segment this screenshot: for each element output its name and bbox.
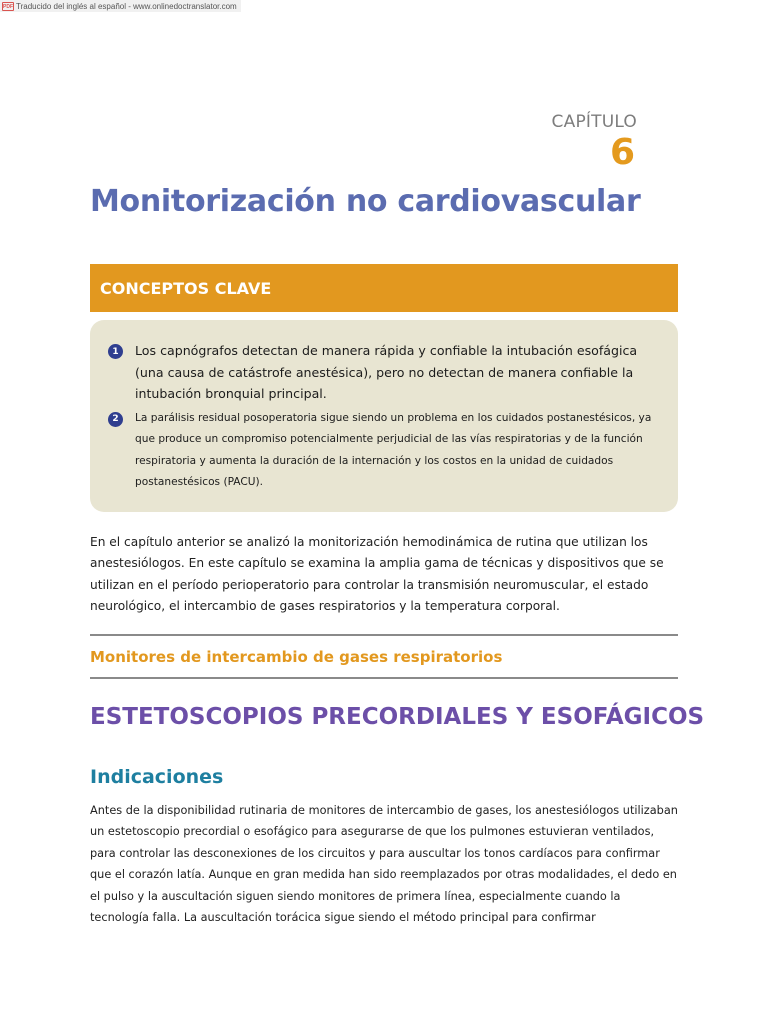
section-divider-bottom bbox=[90, 677, 678, 679]
page-title: Monitorización no cardiovascular bbox=[90, 184, 641, 219]
section-heading: ESTETOSCOPIOS PRECORDIALES Y ESOFÁGICOS bbox=[90, 704, 705, 730]
chapter-number: 6 bbox=[609, 132, 635, 173]
key-concept-item bbox=[108, 408, 662, 494]
indications-paragraph: Antes de la disponibilidad rutinaria de monitores de intercambio de gases, los anestesiólogos utilizaban un estetoscopio precordial o esofágico para asegurarse de que los pulmones estuvieran ventilados, para controlar las desconexiones de los circuitos y para auscultar los tonos cardíacos para confirmar que el corazón latía. Aunque en gran medida han sido reemplazados por otras modalidades, el dedo en el pulso y la auscultación siguen siendo monitores de primera línea, especialmente cuando la tecnología falla. La auscultación torácica sigue siendo el método principal para confirmar bbox=[90, 804, 678, 925]
key-concept-text: La parálisis residual posoperatoria sigue siendo un problema en los cuidados postanestésicos, ya que produce un compromiso potencialmente perjudicial de las vías respiratorias y de la función respiratoria y aumenta la duración de la internación y los costos en la unidad de cuidados postanestésicos (PACU). bbox=[135, 411, 652, 488]
pdf-icon: PDF bbox=[3, 3, 13, 10]
translator-banner[interactable] bbox=[0, 0, 241, 12]
chapter-label: CAPÍTULO bbox=[551, 112, 637, 132]
translator-banner-text[interactable]: Traducido del inglés al español - www.onlinedoctranslator.com bbox=[16, 1, 237, 11]
section-divider-top bbox=[90, 634, 678, 636]
concept-number-badge: 2 bbox=[108, 412, 123, 427]
key-concepts-box bbox=[90, 320, 678, 512]
key-concept-item bbox=[108, 340, 662, 405]
key-concept-text: Los capnógrafos detectan de manera rápida y confiable la intubación esofágica (una causa de catástrofe anestésica), pero no detectan de manera confiable la intubación bronquial principal. bbox=[135, 343, 638, 401]
key-concepts-header: CONCEPTOS CLAVE bbox=[90, 264, 678, 312]
concept-number-badge: 1 bbox=[108, 344, 123, 359]
section-nav-heading: Monitores de intercambio de gases respiratorios bbox=[90, 648, 503, 666]
intro-paragraph: En el capítulo anterior se analizó la monitorización hemodinámica de rutina que utilizan los anestesiólogos. En este capítulo se examina la amplia gama de técnicas y dispositivos que se utilizan en el período perioperatorio para controlar la transmisión neuromuscular, el estado neurológico, el intercambio de gases respiratorios y la temperatura corporal. bbox=[90, 535, 664, 614]
subsection-heading: Indicaciones bbox=[90, 766, 224, 788]
